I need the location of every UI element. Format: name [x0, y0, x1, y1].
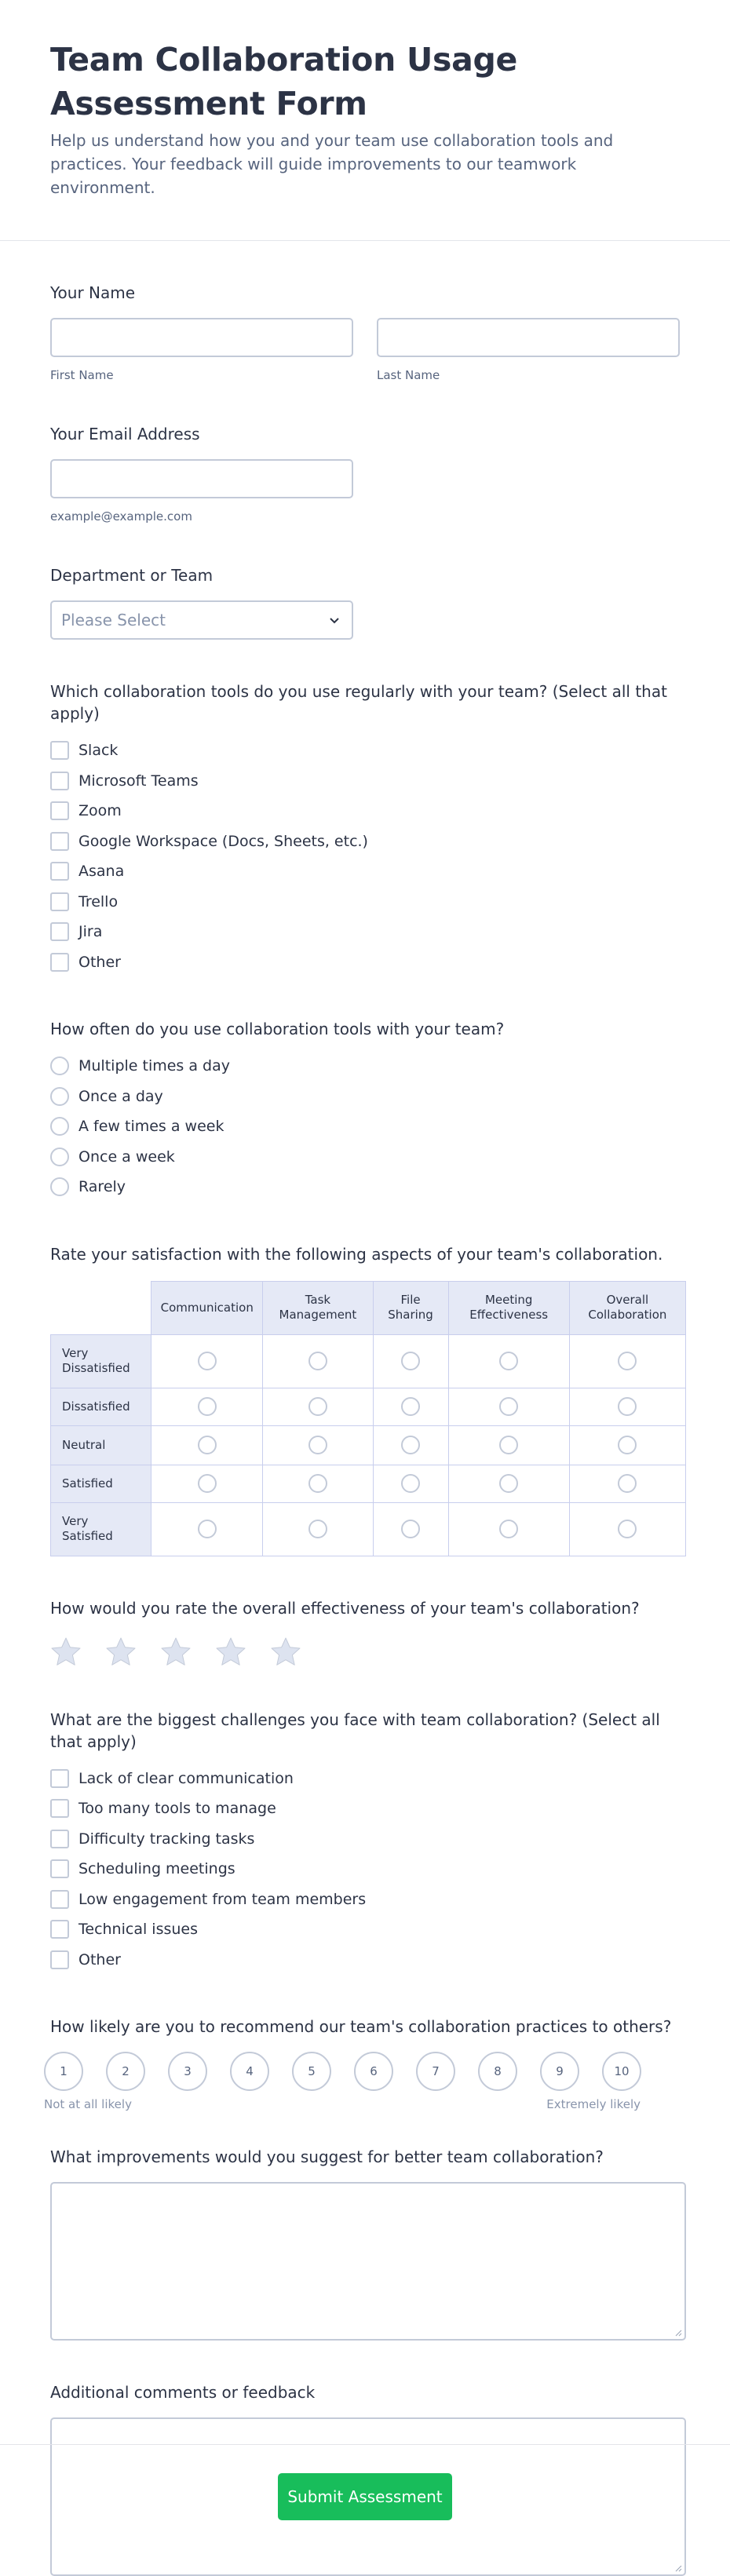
option-label: Jira: [78, 923, 103, 941]
matrix-row: [51, 1388, 686, 1425]
matrix-row: [51, 1334, 686, 1388]
challenges-option[interactable]: [50, 1764, 680, 1794]
option-label: A few times a week: [78, 1118, 224, 1136]
option-label: Multiple times a day: [78, 1057, 231, 1075]
star-icon[interactable]: [160, 1636, 192, 1668]
matrix-radio-button[interactable]: [401, 1520, 420, 1538]
last-name-sublabel: Last Name: [377, 368, 440, 382]
matrix-column-header: File Sharing: [373, 1281, 448, 1334]
scale-option[interactable]: 1: [44, 2052, 83, 2091]
checkbox[interactable]: [50, 772, 69, 790]
tools-options: [50, 735, 680, 977]
last-name-input[interactable]: [377, 318, 680, 357]
frequency-option[interactable]: [50, 1111, 680, 1142]
scale-option[interactable]: 2: [106, 2052, 145, 2091]
matrix-cell: [569, 1334, 685, 1388]
form-title: Team Collaboration Usage Assessment Form: [50, 41, 518, 122]
matrix-cell: [569, 1465, 685, 1502]
tools-option[interactable]: [50, 826, 680, 857]
matrix-radio-button[interactable]: [308, 1520, 327, 1538]
tools-option[interactable]: [50, 735, 680, 766]
matrix-cell: [263, 1465, 373, 1502]
name-label: Your Name: [50, 283, 136, 302]
form-header: [0, 0, 730, 241]
satisfaction-field: [50, 1243, 680, 1556]
star-icon[interactable]: [270, 1636, 301, 1668]
matrix-radio-button[interactable]: [198, 1352, 217, 1370]
option-label: Trello: [78, 892, 119, 910]
matrix-row: [51, 1425, 686, 1465]
matrix-cell: [569, 1502, 685, 1556]
matrix-cell: [448, 1425, 569, 1465]
scale-option[interactable]: 6: [354, 2052, 393, 2091]
form-footer: [0, 2444, 730, 2560]
option-label: Difficulty tracking tasks: [78, 1830, 255, 1848]
challenges-option[interactable]: [50, 1914, 680, 1945]
tools-option[interactable]: [50, 887, 680, 918]
matrix-radio-button[interactable]: [618, 1520, 637, 1538]
email-field: [50, 423, 680, 524]
department-select[interactable]: [50, 600, 353, 640]
frequency-option[interactable]: [50, 1082, 680, 1112]
challenges-option[interactable]: [50, 1854, 680, 1885]
scale-option[interactable]: 7: [416, 2052, 455, 2091]
improvements-field: [50, 2146, 680, 2341]
matrix-radio-button[interactable]: [618, 1397, 637, 1416]
option-label: Google Workspace (Docs, Sheets, etc.): [78, 832, 368, 850]
satisfaction-matrix: [50, 1281, 686, 1556]
scale-option[interactable]: 10: [602, 2052, 641, 2091]
matrix-radio-button[interactable]: [401, 1352, 420, 1370]
checkbox[interactable]: [50, 801, 69, 820]
email-sublabel: example@example.com: [50, 509, 192, 524]
option-label: Other: [78, 1950, 121, 1968]
matrix-cell: [151, 1465, 263, 1502]
star-icon[interactable]: [50, 1636, 82, 1668]
frequency-field: [50, 1018, 680, 1202]
matrix-radio-button[interactable]: [401, 1474, 420, 1493]
matrix-row-label: Very Dissatisfied: [51, 1334, 151, 1388]
checkbox[interactable]: [50, 892, 69, 911]
star-icon[interactable]: [105, 1636, 137, 1668]
tools-option[interactable]: [50, 947, 680, 978]
radio-button[interactable]: [50, 1177, 69, 1196]
option-label: Once a day: [78, 1087, 163, 1105]
scale-high-label: Extremely likely: [546, 2097, 641, 2111]
challenges-label: What are the biggest challenges you face with team collaboration? (Select all that apply): [50, 1709, 660, 1751]
matrix-radio-button[interactable]: [618, 1352, 637, 1370]
matrix-radio-button[interactable]: [499, 1436, 518, 1454]
checkbox[interactable]: [50, 1830, 69, 1848]
matrix-cell: [373, 1334, 448, 1388]
radio-button[interactable]: [50, 1087, 69, 1106]
scale-option[interactable]: 4: [230, 2052, 269, 2091]
star-rating: [50, 1636, 680, 1668]
scale-option[interactable]: 3: [168, 2052, 207, 2091]
matrix-radio-button[interactable]: [618, 1474, 637, 1493]
matrix-cell: [448, 1334, 569, 1388]
checkbox[interactable]: [50, 862, 69, 881]
option-label: Too many tools to manage: [78, 1800, 276, 1818]
chevron-down-icon: [328, 614, 341, 626]
matrix-cell: [151, 1334, 263, 1388]
matrix-column-header: Meeting Effectiveness: [448, 1281, 569, 1334]
option-label: Technical issues: [78, 1921, 198, 1939]
checkbox[interactable]: [50, 1799, 69, 1818]
challenges-options: [50, 1764, 680, 1976]
matrix-column-header: Communication: [151, 1281, 263, 1334]
first-name-input[interactable]: [50, 318, 353, 357]
matrix-radio-button[interactable]: [308, 1474, 327, 1493]
star-icon[interactable]: [215, 1636, 246, 1668]
first-name-sublabel: First Name: [50, 368, 114, 382]
matrix-row-label: Satisfied: [51, 1465, 151, 1502]
tools-option[interactable]: [50, 856, 680, 887]
matrix-cell: [151, 1425, 263, 1465]
matrix-radio-button[interactable]: [618, 1436, 637, 1454]
option-label: Once a week: [78, 1148, 175, 1166]
option-label: Zoom: [78, 802, 122, 820]
radio-button[interactable]: [50, 1148, 69, 1166]
name-field: [50, 282, 680, 382]
matrix-row: [51, 1465, 686, 1502]
option-label: Microsoft Teams: [78, 772, 199, 790]
matrix-row: [51, 1502, 686, 1556]
matrix-cell: [263, 1502, 373, 1556]
checkbox[interactable]: [50, 1950, 69, 1969]
challenges-option[interactable]: [50, 1824, 680, 1855]
improvements-textarea[interactable]: [50, 2182, 686, 2341]
matrix-row-label: Dissatisfied: [51, 1388, 151, 1425]
frequency-options: [50, 1051, 680, 1202]
option-label: Other: [78, 953, 121, 971]
option-label: Scheduling meetings: [78, 1860, 235, 1878]
radio-button[interactable]: [50, 1117, 69, 1136]
tools-option[interactable]: [50, 917, 680, 947]
matrix-column-header: Task Management: [263, 1281, 373, 1334]
matrix-radio-button[interactable]: [198, 1474, 217, 1493]
checkbox[interactable]: [50, 953, 69, 972]
matrix-column-header: Overall Collaboration: [569, 1281, 685, 1334]
matrix-radio-button[interactable]: [401, 1436, 420, 1454]
challenges-option[interactable]: [50, 1885, 680, 1915]
effectiveness-label: How would you rate the overall effectiveness of your team's collaboration?: [50, 1598, 640, 1618]
challenges-field: [50, 1709, 680, 1976]
recommend-scale: [44, 2052, 680, 2091]
email-label: Your Email Address: [50, 425, 200, 443]
matrix-cell: [373, 1465, 448, 1502]
checkbox[interactable]: [50, 1769, 69, 1788]
checkbox[interactable]: [50, 1890, 69, 1909]
matrix-radio-button[interactable]: [308, 1352, 327, 1370]
form-description: Help us understand how you and your team use collaboration tools and practices. Your feedback will guide improvements to our teamwork environment.: [50, 131, 614, 197]
frequency-option[interactable]: [50, 1051, 680, 1082]
matrix-cell: [263, 1425, 373, 1465]
matrix-radio-button[interactable]: [308, 1436, 327, 1454]
matrix-cell: [373, 1502, 448, 1556]
matrix-radio-button[interactable]: [401, 1397, 420, 1416]
recommend-label: How likely are you to recommend our team's collaboration practices to others?: [50, 2017, 672, 2036]
option-label: Lack of clear communication: [78, 1769, 294, 1787]
scale-option[interactable]: 5: [292, 2052, 331, 2091]
resize-grip-icon[interactable]: [674, 2329, 682, 2337]
matrix-radio-button[interactable]: [499, 1520, 518, 1538]
submit-button[interactable]: Submit Assessment: [278, 2473, 452, 2520]
tools-option[interactable]: [50, 766, 680, 797]
frequency-label: How often do you use collaboration tools with your team?: [50, 1020, 505, 1038]
matrix-row-label: Neutral: [51, 1425, 151, 1465]
form-body: [0, 282, 730, 2576]
scale-low-label: Not at all likely: [44, 2097, 132, 2111]
option-label: Rarely: [78, 1178, 126, 1196]
checkbox[interactable]: [50, 922, 69, 941]
option-label: Asana: [78, 863, 125, 881]
matrix-radio-button[interactable]: [198, 1436, 217, 1454]
effectiveness-field: [50, 1597, 680, 1668]
scale-option[interactable]: 8: [478, 2052, 517, 2091]
satisfaction-label: Rate your satisfaction with the following aspects of your team's collaboration.: [50, 1244, 663, 1264]
checkbox[interactable]: [50, 1859, 69, 1878]
checkbox[interactable]: [50, 741, 69, 760]
matrix-radio-button[interactable]: [308, 1397, 327, 1416]
checkbox[interactable]: [50, 1920, 69, 1939]
matrix-cell: [448, 1502, 569, 1556]
comments-label: Additional comments or feedback: [50, 2383, 316, 2402]
department-placeholder: Please Select: [61, 611, 166, 629]
email-input[interactable]: [50, 459, 353, 498]
department-field: [50, 564, 680, 640]
matrix-radio-button[interactable]: [499, 1474, 518, 1493]
challenges-option[interactable]: [50, 1793, 680, 1824]
matrix-cell: [263, 1388, 373, 1425]
checkbox[interactable]: [50, 832, 69, 851]
matrix-row-label: Very Satisfied: [51, 1502, 151, 1556]
matrix-cell: [373, 1425, 448, 1465]
improvements-label: What improvements would you suggest for better team collaboration?: [50, 2147, 604, 2166]
matrix-radio-button[interactable]: [198, 1520, 217, 1538]
frequency-option[interactable]: [50, 1142, 680, 1173]
matrix-cell: [569, 1425, 685, 1465]
matrix-radio-button[interactable]: [499, 1352, 518, 1370]
matrix-cell: [373, 1388, 448, 1425]
scale-option[interactable]: 9: [540, 2052, 579, 2091]
matrix-cell: [263, 1334, 373, 1388]
frequency-option[interactable]: [50, 1172, 680, 1202]
option-label: Low engagement from team members: [78, 1890, 367, 1908]
option-label: Slack: [78, 742, 119, 760]
matrix-cell: [151, 1502, 263, 1556]
tools-option[interactable]: [50, 796, 680, 826]
department-label: Department or Team: [50, 566, 214, 585]
matrix-corner: [51, 1281, 151, 1334]
matrix-cell: [569, 1388, 685, 1425]
matrix-radio-button[interactable]: [499, 1397, 518, 1416]
tools-label: Which collaboration tools do you use regularly with your team? (Select all that apply): [50, 682, 667, 723]
resize-grip-icon[interactable]: [674, 2564, 682, 2572]
radio-button[interactable]: [50, 1056, 69, 1075]
recommend-field: [44, 2016, 680, 2111]
challenges-option[interactable]: [50, 1945, 680, 1976]
tools-field: [50, 680, 680, 977]
matrix-cell: [151, 1388, 263, 1425]
matrix-radio-button[interactable]: [198, 1397, 217, 1416]
matrix-cell: [448, 1388, 569, 1425]
matrix-cell: [448, 1465, 569, 1502]
